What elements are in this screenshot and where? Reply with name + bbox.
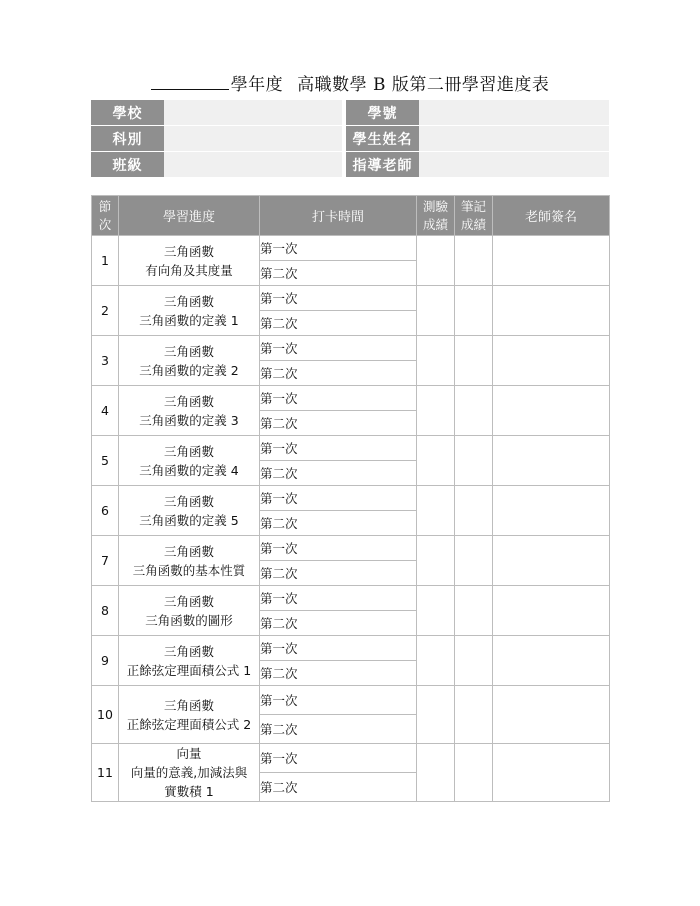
lesson-topic: [119, 386, 260, 436]
checkin-first-cell[interactable]: 第一次: [260, 236, 417, 261]
teacher-field[interactable]: [419, 152, 609, 177]
checkin-first-cell[interactable]: 第一次: [260, 386, 417, 411]
checkin-second-cell[interactable]: 第二次: [260, 561, 417, 586]
checkin-second-cell[interactable]: 第二次: [260, 361, 417, 386]
quiz-score-cell[interactable]: [417, 386, 455, 436]
lesson-topic: [119, 436, 260, 486]
notes-score-cell[interactable]: [455, 236, 493, 286]
notes-score-cell[interactable]: [455, 336, 493, 386]
topic-line: 三角函數: [163, 243, 214, 259]
student-name-field[interactable]: [419, 126, 609, 151]
lesson-number: 11: [92, 744, 119, 802]
lesson-topic: [119, 336, 260, 386]
signature-cell[interactable]: [493, 686, 610, 744]
signature-cell[interactable]: [493, 586, 610, 636]
checkin-second-cell[interactable]: 第二次: [260, 611, 417, 636]
notes-score-cell[interactable]: [455, 586, 493, 636]
checkin-second-cell[interactable]: 第二次: [260, 311, 417, 336]
topic-line: 向量的意義,加減法與: [130, 765, 248, 780]
checkin-second-cell[interactable]: 第二次: [260, 461, 417, 486]
checkin-second-cell[interactable]: 第二次: [260, 715, 417, 744]
checkin-second-cell[interactable]: 第二次: [260, 661, 417, 686]
dept-field[interactable]: [164, 126, 342, 151]
signature-cell[interactable]: [493, 286, 610, 336]
topic-line: 三角函數的圖形: [145, 612, 233, 628]
lesson-number: 9: [92, 636, 119, 686]
notes-score-cell[interactable]: [455, 686, 493, 744]
quiz-score-cell[interactable]: [417, 286, 455, 336]
notes-score-header: 筆記 成績: [455, 196, 493, 236]
checkin-first-cell[interactable]: 第一次: [260, 436, 417, 461]
lesson-topic: [119, 636, 260, 686]
year-blank[interactable]: [151, 75, 229, 90]
topic-line: 三角函數的定義 5: [139, 512, 239, 528]
notes-score-cell[interactable]: [455, 386, 493, 436]
notes-score-cell[interactable]: [455, 636, 493, 686]
topic-line: 正餘弦定理面積公式 1: [126, 662, 252, 678]
table-header-row: [92, 196, 610, 236]
student-no-field[interactable]: [419, 100, 609, 125]
checkin-second-cell[interactable]: 第二次: [260, 411, 417, 436]
student-no-label: 學號: [346, 100, 419, 125]
student-name-label: 學生姓名: [346, 126, 419, 151]
topic-line: 三角函數的定義 1: [139, 312, 239, 328]
school-label: 學校: [91, 100, 164, 125]
quiz-score-cell[interactable]: [417, 536, 455, 586]
topic-line: 三角函數: [163, 443, 214, 459]
title-version: B: [373, 75, 386, 95]
page-title: [0, 70, 700, 95]
notes-score-cell[interactable]: [455, 436, 493, 486]
topic-line: 有向角及其度量: [145, 262, 233, 278]
signature-cell[interactable]: [493, 386, 610, 436]
table-row: [92, 336, 610, 361]
topic-line: 三角函數: [163, 293, 214, 309]
checkin-first-cell[interactable]: 第一次: [260, 586, 417, 611]
table-row: [92, 744, 610, 773]
quiz-score-cell[interactable]: [417, 336, 455, 386]
lesson-topic: [119, 486, 260, 536]
lesson-topic: [119, 536, 260, 586]
table-row: [92, 536, 610, 561]
progress-table: [91, 195, 610, 802]
lesson-topic: [119, 744, 260, 802]
checkin-first-cell[interactable]: 第一次: [260, 686, 417, 715]
topic-line: 實數積 1: [164, 784, 214, 799]
topic-line: 三角函數: [163, 643, 214, 659]
topic-line: 三角函數: [163, 543, 214, 559]
school-field[interactable]: [164, 100, 342, 125]
checkin-first-cell[interactable]: 第一次: [260, 536, 417, 561]
topic-line: 三角函數的定義 4: [139, 462, 239, 478]
table-row: [92, 386, 610, 411]
lesson-number: 3: [92, 336, 119, 386]
title-year-label: 學年度: [230, 75, 284, 95]
table-row: [92, 486, 610, 511]
quiz-score-cell[interactable]: [417, 686, 455, 744]
topic-line: 三角函數: [163, 593, 214, 609]
table-row: [92, 236, 610, 261]
table-row: [92, 436, 610, 461]
lesson-header: 節 次: [92, 196, 119, 236]
topic-line: 三角函數: [163, 697, 214, 713]
topic-line: 正餘弦定理面積公式 2: [126, 716, 252, 732]
progress-header: 學習進度: [119, 196, 260, 236]
title-suffix: 版第二冊學習進度表: [391, 75, 550, 95]
signature-cell[interactable]: [493, 436, 610, 486]
quiz-score-cell[interactable]: [417, 586, 455, 636]
teacher-label: 指導老師: [346, 152, 419, 177]
lesson-number: 6: [92, 486, 119, 536]
checkin-second-cell[interactable]: 第二次: [260, 261, 417, 286]
checkin-header: 打卡時間: [260, 196, 417, 236]
signature-cell[interactable]: [493, 486, 610, 536]
title-subject: 高職數學: [297, 75, 368, 95]
topic-line: 三角函數的基本性質: [132, 562, 246, 578]
lesson-number: 2: [92, 286, 119, 336]
lesson-number: 8: [92, 586, 119, 636]
notes-score-cell[interactable]: [455, 286, 493, 336]
topic-line: 三角函數的定義 2: [139, 362, 239, 378]
lesson-number: 4: [92, 386, 119, 436]
table-row: [92, 286, 610, 311]
table-row: [92, 636, 610, 661]
lesson-number: 1: [92, 236, 119, 286]
quiz-score-cell[interactable]: [417, 436, 455, 486]
checkin-first-cell[interactable]: 第一次: [260, 286, 417, 311]
notes-score-cell[interactable]: [455, 536, 493, 586]
quiz-score-cell[interactable]: [417, 236, 455, 286]
info-row-class: [91, 152, 609, 177]
table-row: [92, 586, 610, 611]
lesson-number: 5: [92, 436, 119, 486]
checkin-second-cell[interactable]: 第二次: [260, 511, 417, 536]
info-row-dept: [91, 126, 609, 151]
topic-line: 三角函數的定義 3: [139, 412, 239, 428]
lesson-number: 10: [92, 686, 119, 744]
class-field[interactable]: [164, 152, 342, 177]
lesson-topic: [119, 586, 260, 636]
class-label: 班級: [91, 152, 164, 177]
topic-line: 三角函數: [163, 393, 214, 409]
dept-label: 科別: [91, 126, 164, 151]
signature-cell[interactable]: [493, 336, 610, 386]
topic-line: 三角函數: [163, 343, 214, 359]
topic-line: 向量: [176, 746, 202, 761]
checkin-first-cell[interactable]: 第一次: [260, 336, 417, 361]
checkin-first-cell[interactable]: 第一次: [260, 636, 417, 661]
lesson-topic: [119, 286, 260, 336]
checkin-second-cell[interactable]: 第二次: [260, 773, 417, 802]
notes-score-cell[interactable]: [455, 744, 493, 802]
lesson-topic: [119, 236, 260, 286]
quiz-score-cell[interactable]: [417, 744, 455, 802]
info-row-school: [91, 100, 609, 125]
signature-header: 老師簽名: [493, 196, 610, 236]
table-row: [92, 686, 610, 715]
checkin-first-cell[interactable]: 第一次: [260, 486, 417, 511]
notes-score-cell[interactable]: [455, 486, 493, 536]
topic-line: 三角函數: [163, 493, 214, 509]
signature-cell[interactable]: [493, 536, 610, 586]
checkin-first-cell[interactable]: 第一次: [260, 744, 417, 773]
signature-cell[interactable]: [493, 744, 610, 802]
student-info-block: [91, 100, 609, 178]
signature-cell[interactable]: [493, 636, 610, 686]
quiz-score-header: 測驗 成績: [417, 196, 455, 236]
lesson-topic: [119, 686, 260, 744]
signature-cell[interactable]: [493, 236, 610, 286]
quiz-score-cell[interactable]: [417, 636, 455, 686]
lesson-number: 7: [92, 536, 119, 586]
quiz-score-cell[interactable]: [417, 486, 455, 536]
